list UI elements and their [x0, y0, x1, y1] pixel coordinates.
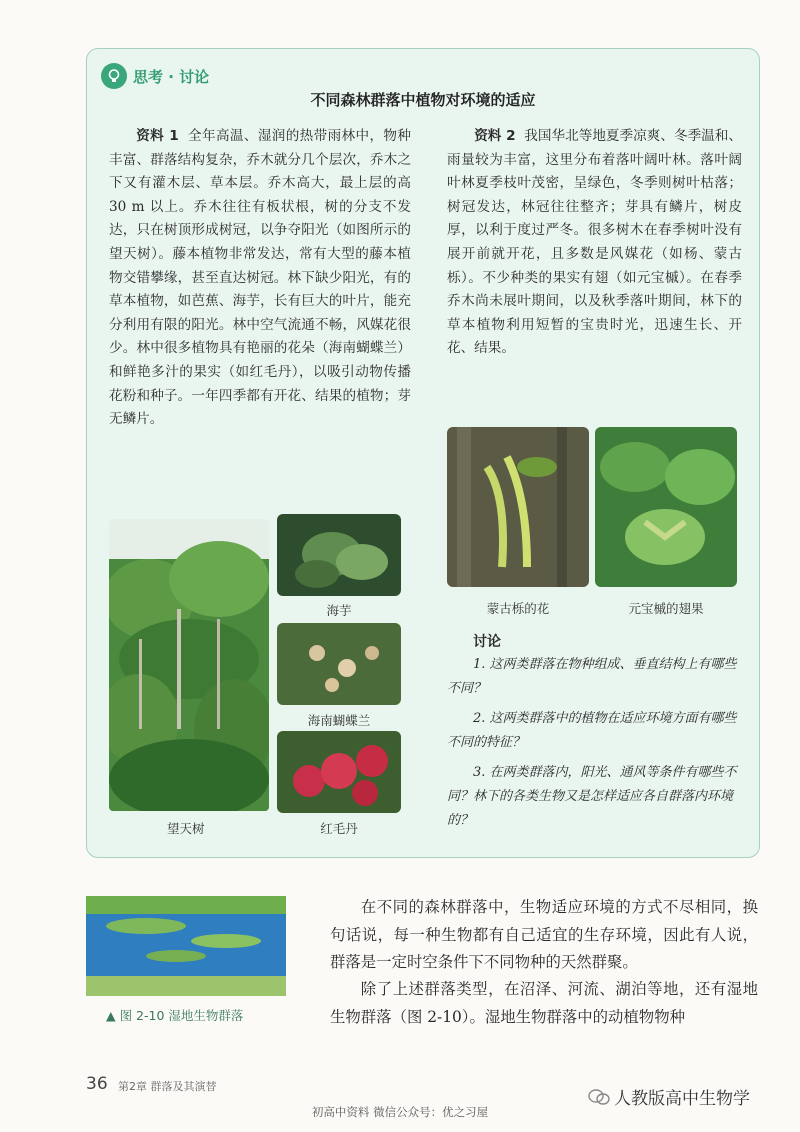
material-2-label: 资料 2 [474, 128, 516, 144]
photo-maple [595, 427, 737, 587]
caption-maple: 元宝槭的翅果 [628, 601, 704, 616]
material-2 [447, 125, 742, 361]
photo-haiyu [277, 514, 401, 596]
material-1 [109, 125, 411, 432]
question-2: 2. 这两类群落中的植物在适应环境方面有哪些不同的特征？ [447, 711, 737, 750]
caption-haiyu: 海芋 [326, 603, 352, 618]
body-paragraph-1: 在不同的森林群落中，生物适应环境的方式不尽相同，换句话说，每一种生物都有自己适宜的生存环境，因此有人说，群落是一定时空条件下不同物种的天然群聚。 [330, 898, 758, 971]
wechat-icon [588, 1088, 610, 1106]
watermark-text: 人教版高中生物学 [614, 1089, 750, 1109]
material-1-text: 全年高温、湿润的热带雨林中，物种丰富、群落结构复杂，乔木就分几个层次，乔木之下又有灌木层、草本层。乔木高大，最上层的高 30 m 以上。乔木往往有板状根，树的分支不发达，只在树顶形成树冠，以争夺阳光（如图所示的望天树）。藤本植物非常发达，常有大型的藤本植物交错攀缘，甚至直达树冠。林下缺少阳光，有的草本植物，如芭蕉、海芋，长有巨大的叶片，能充分利用有限的阳光。林中空气流通不畅，风媒花很少。林中很多植物具有艳丽的花朵（海南蝴蝶兰）和鲜艳多汁的果实（如红毛丹），以吸引动物传播花粉和种子。一年四季都有开花、结果的植物；芽无鳞片。 [109, 128, 411, 428]
caption-oak: 蒙古栎的花 [486, 601, 550, 616]
box-title: 不同森林群落中植物对环境的适应 [310, 91, 536, 109]
box-label: 思考 · 讨论 [133, 67, 210, 86]
page-number: 36 [86, 1074, 108, 1094]
figure-caption: ▲ 图 2-10 湿地生物群落 [106, 1008, 244, 1023]
photo-rambutan [277, 731, 401, 813]
caption-rambutan: 红毛丹 [320, 821, 358, 836]
photo-mongolian-oak [447, 427, 589, 587]
question-3: 3. 在两类群落内，阳光、通风等条件有哪些不同？林下的各类生物又是怎样适应各自群落内环境的？ [447, 765, 737, 828]
discussion-heading: 讨论 [473, 634, 501, 650]
box-header [101, 63, 209, 89]
body-paragraph-2: 除了上述群落类型，在沼泽、河流、湖泊等地，还有湿地生物群落（图 2-10）。湿地生物群落中的动植物物种 [330, 980, 758, 1026]
photo-wangtian-tree [109, 519, 269, 811]
material-1-label: 资料 1 [136, 128, 179, 144]
discussion-box [86, 48, 760, 858]
caption-orchid: 海南蝴蝶兰 [307, 713, 371, 728]
chapter-label: 第2章 群落及其演替 [118, 1080, 217, 1093]
photo-wetland [86, 896, 286, 996]
caption-wangtian: 望天树 [167, 821, 205, 836]
lightbulb-icon [101, 63, 127, 89]
material-2-text: 我国华北等地夏季凉爽、冬季温和、雨量较为丰富，这里分布着落叶阔叶林。落叶阔叶林夏季枝叶茂密，呈绿色，冬季则树叶枯落；树冠发达，林冠往往整齐；芽具有鳞片，树皮厚，以利于度过严冬。很多树木在春季树叶没有展开前就开花，且多数是风媒花（如杨、蒙古栎）。不少种类的果实有翅（如元宝槭）。在春季乔木尚未展叶期间，以及秋季落叶期间，林下的草本植物利用短暂的宝贵时光，迅速生长、开花、结果。 [447, 128, 742, 357]
bottom-note: 初高中资料 微信公众号：优之习屋 [311, 1105, 489, 1119]
question-1: 1. 这两类群落在物种组成、垂直结构上有哪些不同？ [447, 657, 737, 696]
photo-orchid [277, 623, 401, 705]
